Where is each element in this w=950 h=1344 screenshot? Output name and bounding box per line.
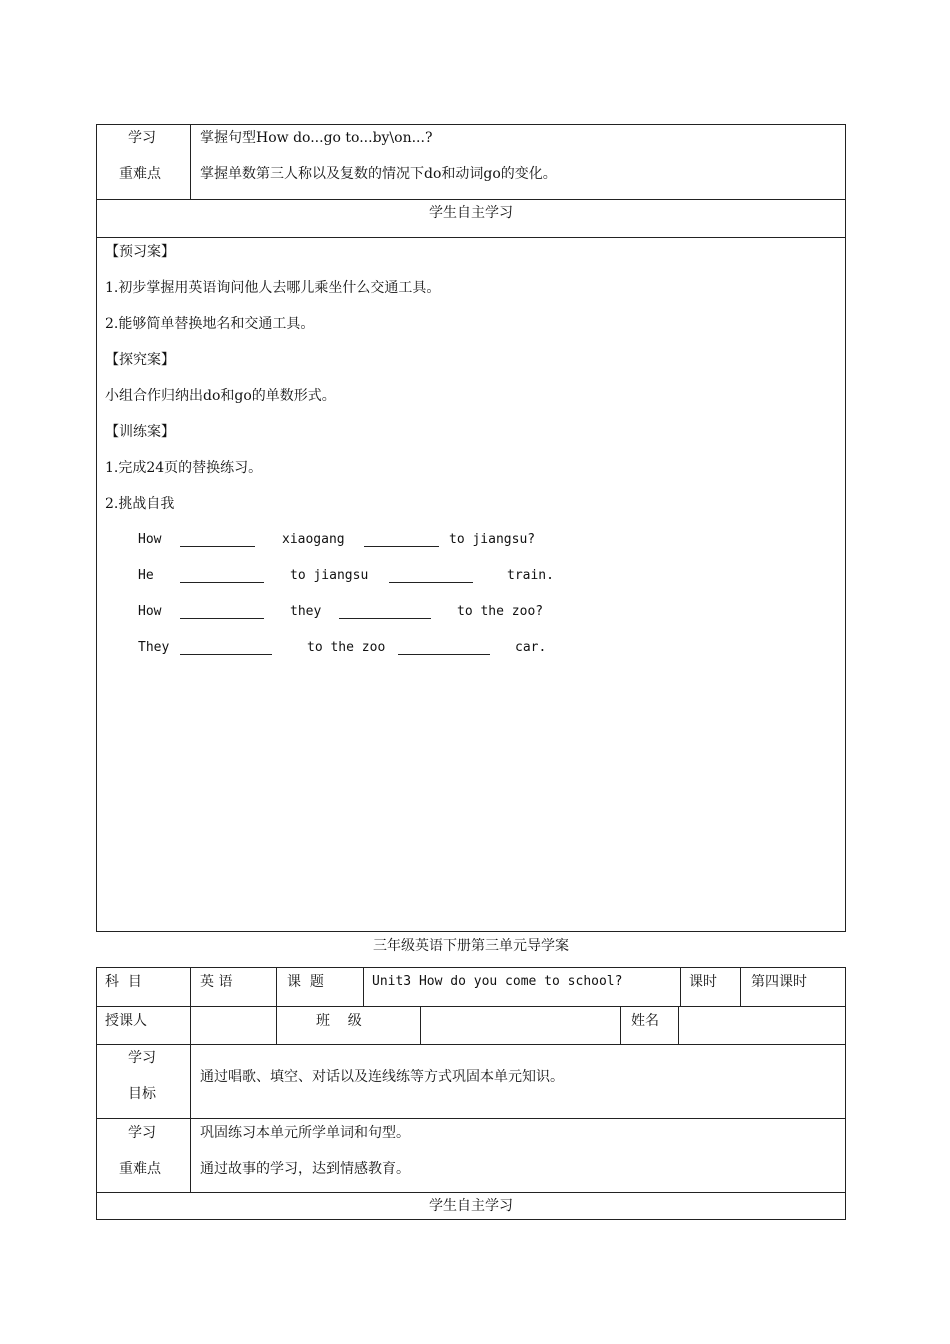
table2-divider bbox=[363, 967, 364, 1006]
table1-divider bbox=[190, 124, 191, 200]
goal-label: 学习 bbox=[128, 1050, 156, 1066]
section-header: 学生自主学习 bbox=[429, 1198, 513, 1214]
table2-divider bbox=[678, 1006, 679, 1044]
table2-divider bbox=[420, 1006, 421, 1044]
class-label: 班 级 bbox=[316, 1013, 362, 1029]
exercise-word: train. bbox=[507, 568, 554, 583]
table2-divider bbox=[680, 967, 681, 1006]
worksheet-caption: 三年级英语下册第三单元导学案 bbox=[373, 938, 569, 954]
key-points-label: 学习 bbox=[128, 1125, 156, 1141]
subject-label: 科 目 bbox=[105, 974, 142, 990]
goal-label: 目标 bbox=[128, 1086, 156, 1102]
explore-title: 【探究案】 bbox=[105, 352, 175, 368]
table2-row-line bbox=[96, 1044, 846, 1045]
exercise-word: How bbox=[138, 604, 162, 619]
exercise-word: to jiangsu? bbox=[449, 532, 536, 547]
table1 bbox=[96, 124, 846, 932]
name-label: 姓名 bbox=[631, 1013, 659, 1029]
fill-blank[interactable] bbox=[180, 618, 264, 619]
exercise-word: How bbox=[138, 532, 162, 547]
table2-row-line bbox=[96, 1006, 846, 1007]
fill-blank[interactable] bbox=[339, 618, 431, 619]
exercise-word: car. bbox=[515, 640, 547, 655]
period-value: 第四课时 bbox=[751, 974, 807, 990]
table2-divider bbox=[276, 967, 277, 1044]
key-points-label: 学习 bbox=[128, 130, 156, 146]
key-point-text: 掌握句型How do...go to...by\on...? bbox=[200, 130, 433, 146]
key-point-text: 通过故事的学习，达到情感教育。 bbox=[200, 1161, 410, 1177]
table2 bbox=[96, 967, 846, 1220]
exercise-word: they bbox=[290, 604, 322, 619]
fill-blank[interactable] bbox=[364, 546, 439, 547]
topic-value: Unit3 How do you come to school? bbox=[372, 974, 623, 989]
fill-blank[interactable] bbox=[398, 654, 490, 655]
fill-blank[interactable] bbox=[180, 654, 272, 655]
period-label: 课时 bbox=[689, 974, 717, 990]
teacher-label: 授课人 bbox=[105, 1013, 147, 1029]
key-points-label: 重难点 bbox=[119, 1161, 161, 1177]
table2-row-line bbox=[96, 1118, 846, 1119]
fill-blank[interactable] bbox=[389, 582, 473, 583]
key-points-label: 重难点 bbox=[119, 166, 161, 182]
table2-divider bbox=[620, 1006, 621, 1044]
explore-text: 小组合作归纳出do和go的单数形式。 bbox=[105, 388, 336, 404]
table2-row-line bbox=[96, 1192, 846, 1193]
table2-divider bbox=[740, 967, 741, 1006]
training-item: 1.完成24页的替换练习。 bbox=[105, 460, 263, 476]
table1-row-line bbox=[96, 199, 846, 200]
table2-divider bbox=[190, 1044, 191, 1192]
table2-divider bbox=[190, 967, 191, 1044]
exercise-word: They bbox=[138, 640, 170, 655]
exercise-word: He bbox=[138, 568, 154, 583]
exercise-word: to the zoo bbox=[307, 640, 386, 655]
key-point-text: 掌握单数第三人称以及复数的情况下do和动词go的变化。 bbox=[200, 166, 557, 182]
topic-label: 课 题 bbox=[287, 974, 324, 990]
fill-blank[interactable] bbox=[180, 546, 255, 547]
preview-item: 2.能够简单替换地名和交通工具。 bbox=[105, 316, 315, 332]
section-header: 学生自主学习 bbox=[429, 205, 513, 221]
preview-item: 1.初步掌握用英语询问他人去哪儿乘坐什么交通工具。 bbox=[105, 280, 441, 296]
key-point-text: 巩固练习本单元所学单词和句型。 bbox=[200, 1125, 410, 1141]
exercise-word: to the zoo? bbox=[457, 604, 544, 619]
exercise-word: to jiangsu bbox=[290, 568, 369, 583]
table1-row-line bbox=[96, 237, 846, 238]
training-title: 【训练案】 bbox=[105, 424, 175, 440]
preview-title: 【预习案】 bbox=[105, 244, 175, 260]
training-item: 2.挑战自我 bbox=[105, 496, 175, 512]
goal-text: 通过唱歌、填空、对话以及连线练等方式巩固本单元知识。 bbox=[200, 1069, 564, 1085]
subject-value: 英 语 bbox=[200, 974, 233, 990]
exercise-word: xiaogang bbox=[282, 532, 345, 547]
fill-blank[interactable] bbox=[180, 582, 264, 583]
